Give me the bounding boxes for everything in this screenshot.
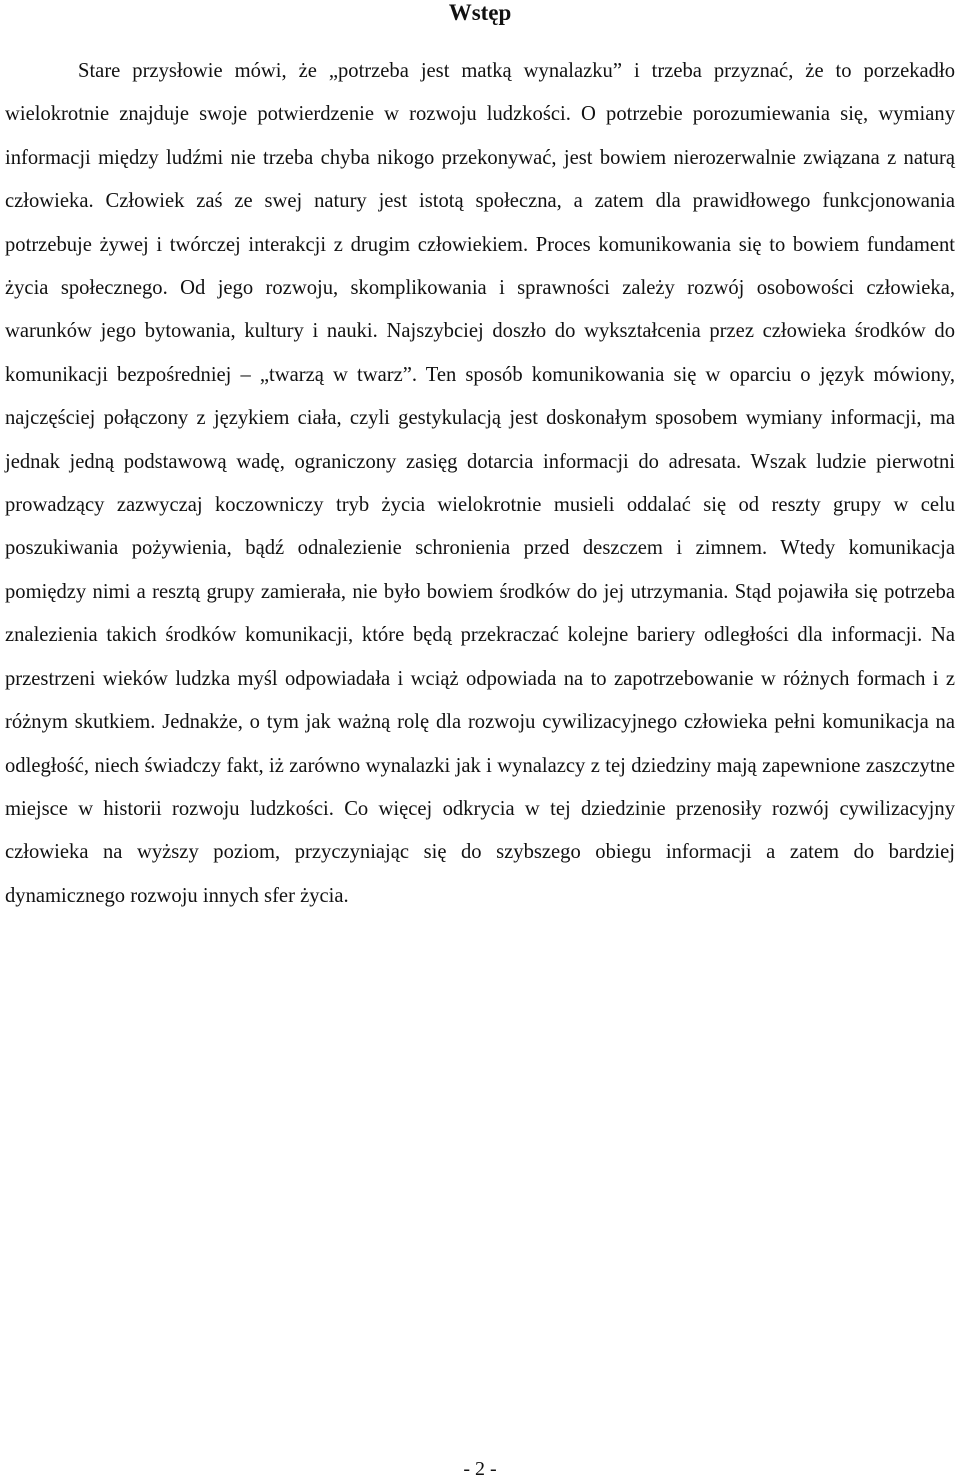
page-title: Wstęp [448,0,512,25]
body-paragraph: Stare przysłowie mówi, że „potrzeba jest matką wynalazku” i trzeba przyznać, że to porzekadło wielokrotnie znajduje swoje potwierdzenie w rozwoju ludzkości. O potrzebie porozumiewania się, wymiany informacji między ludźmi nie trzeba chyba nikogo przekonywać, jest bowiem nierozerwalnie związana z naturą człowieka. Człowiek zaś ze swej natury jest istotą społeczna, a zatem dla prawidłowego funkcjonowania potrzebuje żywej i twórczej interakcji z drugim człowiekiem. Proces komunikowania się to bowiem fundament życia społecznego. Od jego rozwoju, skomplikowania i sprawności zależy rozwój osobowości człowieka, warunków jego bytowania, kultury i nauki. Najszybciej doszło do wykształcenia przez człowieka środków do komunikacji bezpośredniej – „twarzą w twarz”. Ten sposób komunikowania się w oparciu o język mówiony, najczęściej połączony z językiem ciała, czyli gestykulacją jest doskonałym sposobem wymiany informacji, ma jednak jedną podstawową wadę, ograniczony zasięg dotarcia informacji do adresata. Wszak ludzie pierwotni prowadzący zazwyczaj koczowniczy tryb życia wielokrotnie musieli oddalać się od reszty grupy w celu poszukiwania pożywienia, bądź odnalezienie schronienia przed deszczem i zimnem. Wtedy komunikacja pomiędzy nimi a resztą grupy zamierała, nie było bowiem środków do jej utrzymania. Stąd pojawiła się potrzeba znalezienia takich środków komunikacji, które będą przekraczać kolejne bariery odległości dla informacji. Na przestrzeni wieków ludzka myśl odpowiadała i wciąż odpowiada na to zapotrzebowanie w różnych formach i z różnym skutkiem. Jednakże, o tym jak ważną rolę dla rozwoju cywilizacyjnego człowieka pełni komunikacja na odległość, niech świadczy fakt, iż zarówno wynalazki jak i wynalazcy z tej dziedziny mają zapewnione zaszczytne miejsce w historii rozwoju ludzkości. Co więcej odkrycia w tej dziedzinie przenosiły rozwój cywilizacyjny człowieka na wyższy poziom, przyczyniając się do szybszego obiegu informacji a zatem do bardziej dynamicznego rozwoju innych sfer życia. [5,60,955,907]
page-number: - 2 - [463,1458,497,1480]
